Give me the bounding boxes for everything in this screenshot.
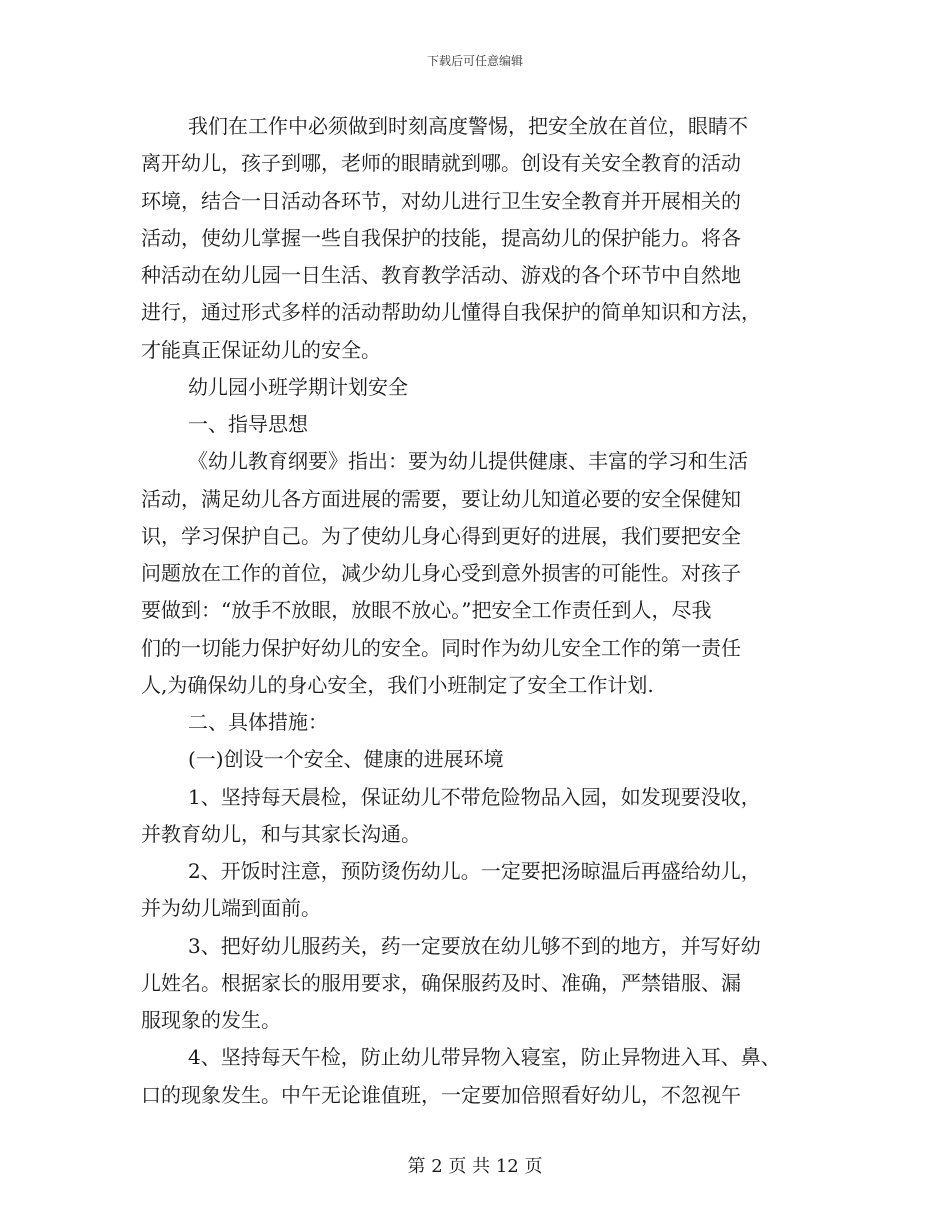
text-line: 2、开饭时注意，预防烫伤幼儿。一定要把汤晾温后再盛给幼儿， [188, 859, 761, 883]
text-line: 环境，结合一日活动各环节，对幼儿进行卫生安全教育并开展相关的 [141, 188, 741, 213]
text-line: 们的一切能力保护好幼儿的安全。同时作为幼儿安全工作的第一责任 [141, 635, 741, 660]
page-number: 第 2 页 共 12 页 [407, 1156, 543, 1177]
text-line: 服现象的发生。 [141, 1008, 281, 1032]
text-line: 二、具体措施： [188, 710, 328, 734]
text-line: 才能真正保证幼儿的安全。 [141, 337, 381, 362]
text-line: 活动，满足幼儿各方面进展的需要，要让幼儿知道必要的安全保健知 [141, 486, 741, 511]
text-line: 问题放在工作的首位，减少幼儿身心受到意外损害的可能性。对孩子 [141, 561, 741, 585]
text-line: 并为幼儿端到面前。 [141, 896, 321, 921]
text-line: 种活动在幼儿园一日生活、教育教学活动、游戏的各个环节中自然地 [141, 263, 741, 287]
text-line: 3、把好幼儿服药关，药一定要放在幼儿够不到的地方，并写好幼 [188, 933, 761, 958]
text-line: (一)创设一个安全、健康的进展环境 [188, 747, 504, 772]
text-line: 要做到：“放手不放眼，放眼不放心。”把安全工作责任到人，尽我 [141, 598, 712, 623]
text-line: 并教育幼儿，和与其家长沟通。 [141, 821, 421, 846]
text-line: 儿姓名。根据家长的服用要求，确保服药及时、准确，严禁错服、漏 [141, 970, 741, 995]
text-line: 《幼儿教育纲要》指出：要为幼儿提供健康、丰富的学习和生活 [188, 449, 748, 474]
text-line: 进行，通过形式多样的活动帮助幼儿懂得自我保护的简单知识和方法， [141, 300, 761, 325]
text-line: 我们在工作中必须做到时刻高度警惕，把安全放在首位，眼睛不 [188, 114, 748, 138]
text-line: 1、坚持每天晨检，保证幼儿不带危险物品入园，如发现要没收， [188, 784, 761, 809]
text-line: 口的现象发生。中午无论谁值班，一定要加倍照看好幼儿，不忽视午 [141, 1082, 741, 1107]
text-line: 一、指导思想 [188, 412, 308, 436]
text-line: 4、坚持每天午检，防止幼儿带异物入寝室，防止异物进入耳、鼻、 [188, 1045, 781, 1070]
text-line: 识，学习保护自己。为了使幼儿身心得到更好的进展，我们要把安全 [141, 523, 741, 548]
text-line: 幼儿园小班学期计划安全 [188, 374, 408, 399]
text-line: 人,为确保幼儿的身心安全，我们小班制定了安全工作计划. [141, 672, 654, 697]
text-line: 离开幼儿，孩子到哪，老师的眼睛就到哪。创设有关安全教育的活动 [141, 151, 741, 176]
document-body [141, 108, 811, 1114]
header-note: 下载后可任意编辑 [426, 54, 523, 68]
text-line: 活动，使幼儿掌握一些自我保护的技能，提高幼儿的保护能力。将各 [141, 225, 741, 250]
